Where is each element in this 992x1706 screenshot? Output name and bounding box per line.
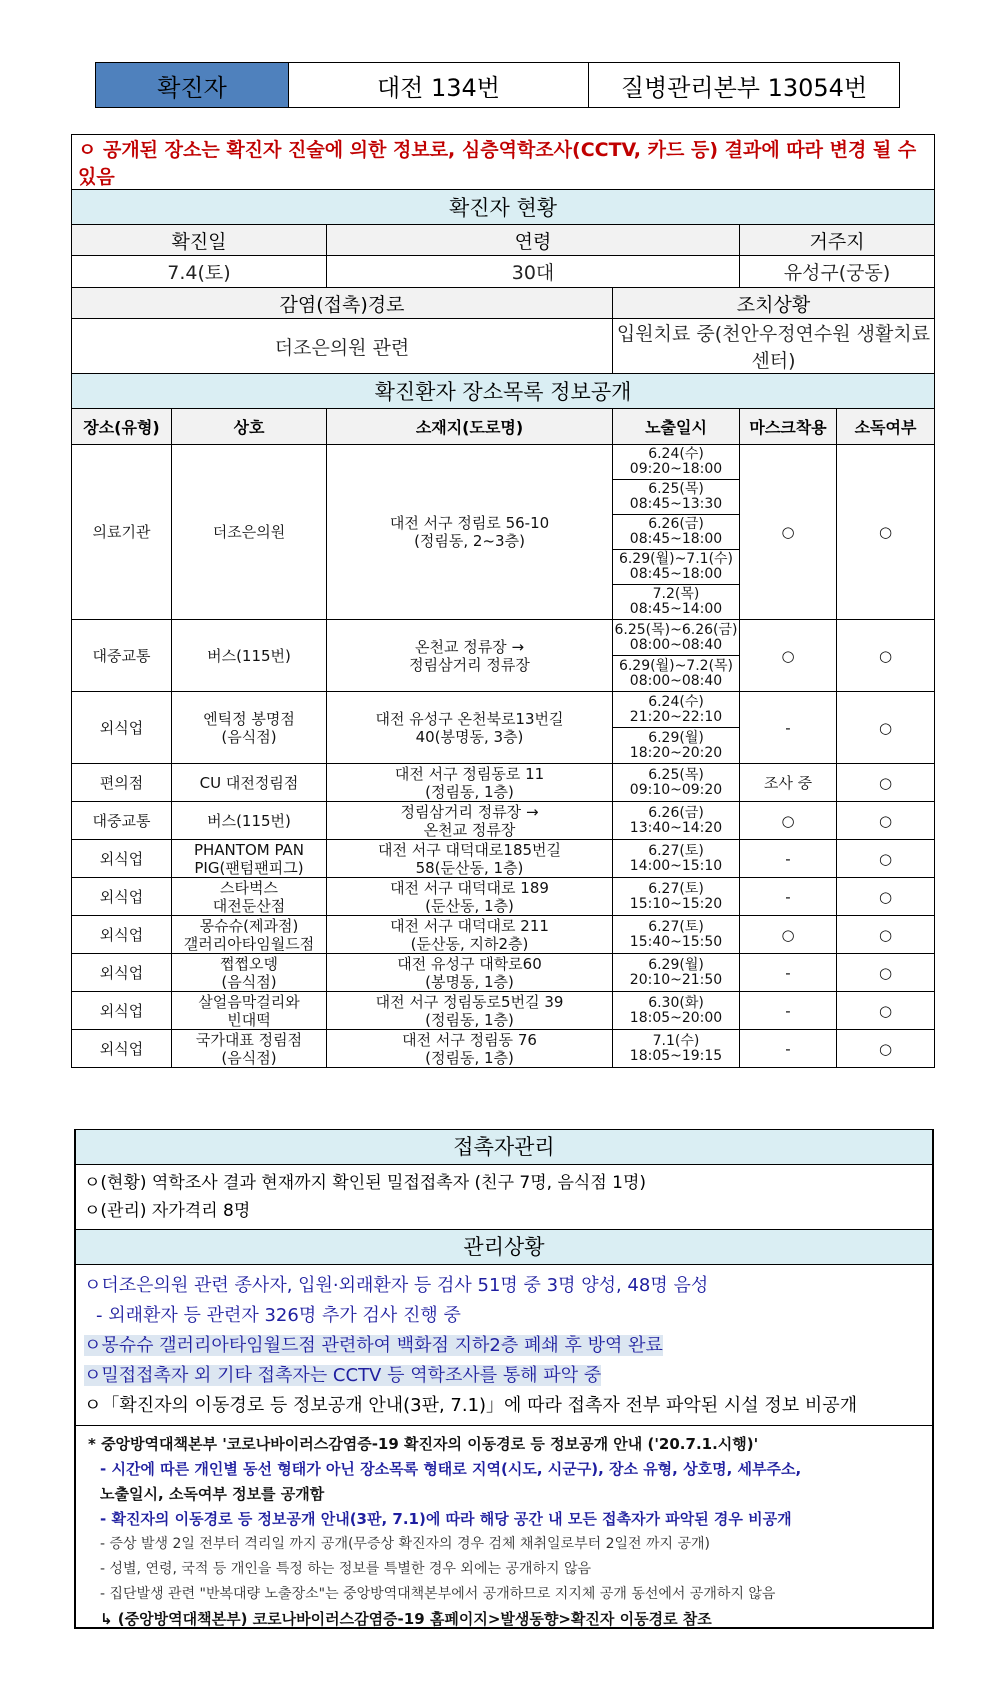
place-name: 살얼음막걸리와 빈대떡: [172, 992, 327, 1030]
exposure-time: 6.25(목) 08:45~13:30: [613, 480, 740, 515]
status-header-residence: 거주지: [740, 225, 935, 256]
management-line: - 외래환자 등 관련자 326명 추가 검사 진행 중: [96, 1305, 461, 1326]
status-date: 7.4(토): [72, 256, 327, 288]
status-age: 30대: [327, 256, 740, 288]
note-line: 노출일시, 소독여부 정보를 공개함: [100, 1485, 325, 1503]
place-address: 대전 서구 대덕대로185번길 58(둔산동, 1층): [327, 840, 613, 878]
disinfect-status: ○: [837, 692, 935, 764]
place-name: 더조은의원: [172, 445, 327, 620]
col-disinfect: 소독여부: [837, 409, 935, 445]
note-line: - 성별, 연령, 국적 등 개인을 특정 하는 정보를 특별한 경우 외에는 공개하지 않음: [100, 1561, 592, 1577]
place-address: 대전 유성구 대학로60 (봉명동, 1층): [327, 954, 613, 992]
contacts-line: ㅇ(관리) 자가격리 8명: [84, 1201, 251, 1221]
table-row: [72, 954, 935, 992]
exposure-time: 6.26(금) 13:40~14:20: [613, 802, 740, 840]
table-row: [72, 916, 935, 954]
mask-status: -: [740, 692, 837, 764]
place-name: 엔틱정 봉명점 (음식점): [172, 692, 327, 764]
place-address: 대전 서구 정림동로 11 (정림동, 1층): [327, 764, 613, 802]
status-title: 확진자 현황: [72, 190, 935, 225]
place-address: 대전 서구 정림로 56-10 (정림동, 2~3층): [327, 445, 613, 620]
header-kdca-id: 질병관리본부 13054번: [589, 63, 900, 108]
place-address: 대전 서구 대덕대로 189 (둔산동, 1층): [327, 878, 613, 916]
place-address: 대전 서구 정림동로5번길 39 (정림동, 1층): [327, 992, 613, 1030]
place-name: CU 대전정림점: [172, 764, 327, 802]
exposure-time: 7.1(수) 18:05~19:15: [613, 1030, 740, 1068]
col-time: 노출일시: [613, 409, 740, 445]
mask-status: ○: [740, 802, 837, 840]
note-line: * 중앙방역대책본부 '코로나바이러스감염증-19 확진자의 이동경로 등 정보공개 안내 ('20.7.1.시행)': [88, 1435, 759, 1453]
status-header-date: 확진일: [72, 225, 327, 256]
mask-status: ○: [740, 620, 837, 692]
table-row: [72, 445, 935, 480]
exposure-time: 7.2(목) 08:45~14:00: [613, 585, 740, 620]
exposure-time: 6.24(수) 21:20~22:10: [613, 692, 740, 728]
status-and-places-table: [71, 134, 935, 1068]
management-title: 관리상황: [76, 1230, 932, 1265]
management-line: ㅇ밀접접촉자 외 기타 접촉자는 CCTV 등 역학조사를 통해 파악 중: [84, 1365, 602, 1386]
mask-status: -: [740, 878, 837, 916]
place-name: 쩝쩝오뎅 (음식점): [172, 954, 327, 992]
place-name: 국가대표 정림점 (음식점): [172, 1030, 327, 1068]
action-header: 조치상황: [613, 288, 935, 319]
exposure-time: 6.29(월) 18:20~20:20: [613, 728, 740, 764]
mask-status: -: [740, 1030, 837, 1068]
place-type: 의료기관: [72, 445, 172, 620]
header-label: 확진자: [96, 63, 289, 108]
exposure-time: 6.29(월) 20:10~21:50: [613, 954, 740, 992]
note-line: - 증상 발생 2일 전부터 격리일 까지 공개(무증상 확진자의 경우 검체 채취일로부터 2일전 까지 공개): [100, 1536, 711, 1552]
mask-status: -: [740, 954, 837, 992]
status-header-age: 연령: [327, 225, 740, 256]
contacts-title: 접촉자관리: [76, 1130, 932, 1165]
action-value: 입원치료 중(천안우정연수원 생활치료센터): [613, 319, 935, 374]
table-row: [72, 1030, 935, 1068]
table-row: [72, 620, 935, 656]
mask-status: ○: [740, 445, 837, 620]
place-type: 편의점: [72, 764, 172, 802]
place-type: 외식업: [72, 916, 172, 954]
exposure-time: 6.26(금) 08:45~18:00: [613, 515, 740, 550]
exposure-time: 6.25(목)~6.26(금) 08:00~08:40: [613, 620, 740, 656]
table-row: [72, 878, 935, 916]
exposure-time: 6.29(월)~7.1(수) 08:45~18:00: [613, 550, 740, 585]
place-name: 버스(115번): [172, 802, 327, 840]
disinfect-status: ○: [837, 878, 935, 916]
col-type: 장소(유형): [72, 409, 172, 445]
exposure-time: 6.29(월)~7.2(목) 08:00~08:40: [613, 656, 740, 692]
status-residence: 유성구(궁동): [740, 256, 935, 288]
place-type: 외식업: [72, 1030, 172, 1068]
mask-status: -: [740, 840, 837, 878]
exposure-time: 6.27(토) 15:10~15:20: [613, 878, 740, 916]
disinfect-status: ○: [837, 840, 935, 878]
place-type: 외식업: [72, 692, 172, 764]
note-line: - 시간에 따른 개인별 동선 형태가 아닌 장소목록 형태로 지역(시도, 시군구), 장소 유형, 상호명, 세부주소,: [100, 1460, 802, 1478]
table-row: [72, 840, 935, 878]
route-header: 감염(접촉)경로: [72, 288, 613, 319]
disinfect-status: ○: [837, 1030, 935, 1068]
exposure-time: 6.30(화) 18:05~20:00: [613, 992, 740, 1030]
place-name: 몽슈슈(제과점) 갤러리아타임월드점: [172, 916, 327, 954]
table-row: [72, 802, 935, 840]
disinfect-status: ○: [837, 445, 935, 620]
mask-status: ○: [740, 916, 837, 954]
col-name: 상호: [172, 409, 327, 445]
places-title: 확진환자 장소목록 정보공개: [72, 374, 935, 409]
exposure-time: 6.27(토) 15:40~15:50: [613, 916, 740, 954]
disinfect-status: ○: [837, 802, 935, 840]
table-row: [72, 764, 935, 802]
management-box: [74, 1129, 934, 1629]
management-line: ㅇ몽슈슈 갤러리아타임월드점 관련하여 백화점 지하2층 폐쇄 후 방역 완료: [84, 1335, 663, 1356]
note-line: ↳ (중앙방역대책본부) 코로나바이러스감염증-19 홈페이지>발생동향>확진자 이동경로 참조: [100, 1610, 712, 1628]
mask-status: -: [740, 992, 837, 1030]
place-type: 대중교통: [72, 802, 172, 840]
col-address: 소재지(도로명): [327, 409, 613, 445]
management-line: ㅇ더조은의원 관련 종사자, 입원·외래환자 등 검사 51명 중 3명 양성, 48명 음성: [84, 1275, 709, 1296]
place-address: 정림삼거리 정류장 → 온천교 정류장: [327, 802, 613, 840]
place-address: 온천교 정류장 → 정림삼거리 정류장: [327, 620, 613, 692]
place-type: 외식업: [72, 954, 172, 992]
exposure-time: 6.24(수) 09:20~18:00: [613, 445, 740, 480]
header-local-id: 대전 134번: [289, 63, 589, 108]
disinfect-status: ○: [837, 954, 935, 992]
place-type: 외식업: [72, 840, 172, 878]
place-address: 대전 서구 대덕대로 211 (둔산동, 지하2층): [327, 916, 613, 954]
table-row: [72, 992, 935, 1030]
disinfect-status: ○: [837, 992, 935, 1030]
note-line: - 확진자의 이동경로 등 정보공개 안내(3판, 7.1)에 따라 해당 공간 내 모든 접촉자가 파악된 경우 비공개: [100, 1510, 792, 1528]
route-value: 더조은의원 관련: [72, 319, 613, 374]
disinfect-status: ○: [837, 764, 935, 802]
management-line: ㅇ「확진자의 이동경로 등 정보공개 안내(3판, 7.1)」에 따라 접촉자 전부 파악된 시설 정보 비공개: [84, 1395, 858, 1416]
table-row: [72, 692, 935, 728]
patient-header: [95, 62, 900, 108]
place-type: 외식업: [72, 992, 172, 1030]
place-type: 대중교통: [72, 620, 172, 692]
disinfect-status: ○: [837, 916, 935, 954]
note-line: - 집단발생 관련 "반복대량 노출장소"는 중앙방역대책본부에서 공개하므로 지지체 공개 동선에서 공개하지 않음: [100, 1586, 776, 1602]
place-address: 대전 서구 정림동 76 (정림동, 1층): [327, 1030, 613, 1068]
exposure-time: 6.27(토) 14:00~15:10: [613, 840, 740, 878]
col-mask: 마스크착용: [740, 409, 837, 445]
exposure-time: 6.25(목) 09:10~09:20: [613, 764, 740, 802]
contacts-line: ㅇ(현황) 역학조사 결과 현재까지 확인된 밀접접촉자 (친구 7명, 음식점 1명): [84, 1173, 647, 1193]
notice-text: ㅇ 공개된 장소는 확진자 진술에 의한 정보로, 심층역학조사(CCTV, 카드 등) 결과에 따라 변경 될 수 있음: [72, 135, 935, 190]
mask-status: 조사 중: [740, 764, 837, 802]
place-name: 버스(115번): [172, 620, 327, 692]
place-name: PHANTOM PAN PIG(팬텀팬피그): [172, 840, 327, 878]
place-type: 외식업: [72, 878, 172, 916]
disinfect-status: ○: [837, 620, 935, 692]
place-address: 대전 유성구 온천북로13번길 40(봉명동, 3층): [327, 692, 613, 764]
place-name: 스타벅스 대전둔산점: [172, 878, 327, 916]
